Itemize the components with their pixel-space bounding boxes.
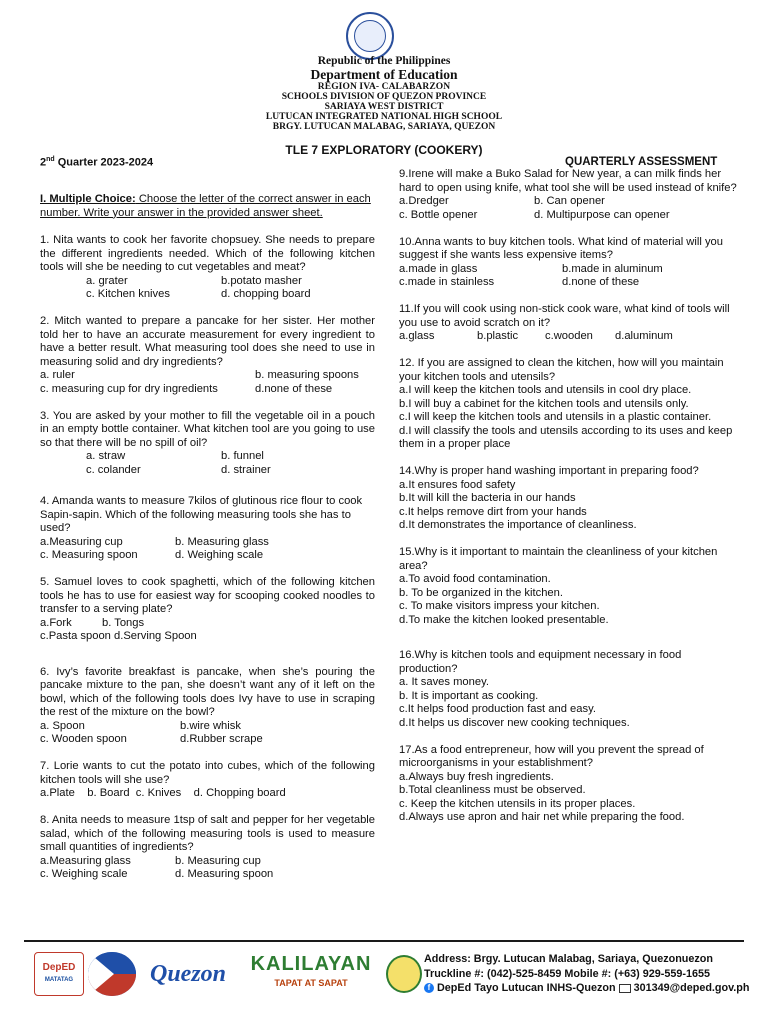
right-column <box>399 168 739 838</box>
deped-quezon-logo: Quezon <box>149 960 227 987</box>
header-address: BRGY. LUTUCAN MALABAG, SARIAYA, QUEZON <box>272 122 496 132</box>
question-7: 7. Lorie wants to cut the potato into cubes, which of the following kitchen tools will she use? a.Plate b. Board c. Knives d. Chopping board <box>40 760 375 799</box>
left-column <box>40 193 375 895</box>
quarter-label: 2nd Quarter 2023-2024 <box>40 156 154 169</box>
bagong-pilipinas-logo <box>88 952 136 996</box>
header-republic: Republic of the Philippines <box>317 55 451 67</box>
deped-matatag-logo: DepED MATATAG <box>34 952 84 996</box>
footer-trunkline: Truckline #: (042)-525-8459 Mobile #: (+63) 929-559-1655 <box>424 967 710 980</box>
header-department: Department of Education <box>310 67 458 82</box>
header-district: SARIAYA WEST DISTRICT <box>324 102 444 112</box>
question-15: 15.Why is it important to maintain the cleanliness of your kitchen area? a.To avoid food contamination. b. To be organized in the kitchen. c. To make visitors impress your kitchen. d.To make the kitchen looked presentable. <box>399 546 718 626</box>
footer-contact <box>424 952 750 996</box>
assessment-label: QUARTERLY ASSESSMENT <box>565 156 718 168</box>
deped-seal-logo <box>346 12 394 60</box>
footer-facebook[interactable]: DepEd Tayo Lutucan INHS-Quezon <box>437 982 616 994</box>
school-seal-logo <box>386 955 422 993</box>
footer-divider <box>24 940 744 942</box>
footer-social <box>424 981 750 996</box>
question-9: 9.Irene will make a Buko Salad for New year, a can milk finds her hard to open using knife, what tool she will be used instead of knife? a.Dredger b. Can opener c. Bottle opener d. Multipurpose can opener <box>399 168 737 221</box>
question-12: 12. If you are assigned to clean the kitchen, how will you maintain your kitchen tools and utensils? a.I will keep the kitchen tools and utensils in cool dry place. b.I will buy a cabinet for the kitchen tools and utensils only. c.I will keep the kitchen tools and utensils in a plastic container. d.I will classify the tools and utensils according to its uses and keep them in a proper place <box>399 357 733 450</box>
mail-icon <box>619 984 631 993</box>
question-6: 6. Ivy’s favorite breakfast is pancake, when she’s pouring the pancake mixture to the pan, she doesn’t want any of it left on the bowl, which of the following tools does Ivy have to use in scraping the rest of the mixture on the bowl? a. Spoon b.wire whisk c. Wooden spoon d.Rubber scrape <box>40 665 375 745</box>
header-school: LUTUCAN INTEGRATED NATIONAL HIGH SCHOOL <box>265 112 503 122</box>
header-region: REGION IVA- CALABARZON <box>317 82 451 92</box>
question-10: 10.Anna wants to buy kitchen tools. What kind of material will you suggest if she wants less expensive items? a.made in glass b.made in aluminum c.made in stainless d.none of these <box>399 235 723 288</box>
subject-title: TLE 7 EXPLORATORY (COOKERY) <box>285 143 483 157</box>
question-1: 1. Nita wants to cook her favorite chopsuey. She needs to prepare the different ingredients needed. Which of the following kitchen tools will she be needing to cut vegetables and meat? a. grater b.potato masher c. Kitchen knives d. chopping board <box>40 234 375 300</box>
instructions: I. Multiple Choice: Choose the letter of the correct answer in each number. Write your answer in the provided answer sheet. <box>40 193 371 219</box>
question-14: 14.Why is proper hand washing important in preparing food? a.It ensures food safety b.It will kill the bacteria in our hands c.It helps remove dirt from your hands d.It demonstrates the importance of cleanliness. <box>399 465 699 531</box>
question-11: 11.If you will cook using non-stick cook ware, what kind of tools will you use to avoid scratch on it? a.glass b.plastic c.wooden d.aluminum <box>399 303 730 342</box>
question-3: 3. You are asked by your mother to fill the vegetable oil in a pouch in an empty bottle container. What kitchen tool are you going to use so that there will be no spill of oil? a. straw b. funnel c. colander d. strainer <box>40 409 375 476</box>
facebook-icon: f <box>424 983 434 993</box>
question-2: 2. Mitch wanted to prepare a pancake for her sister. Her mother told her to have an accurate measurement for every ingredient to have a better result. What measuring tool does she need to use in measuring solid and dry ingredients? a. ruler b. measuring spoons c. measuring cup for dry ingredients d.none of these <box>40 315 375 395</box>
footer-address: Address: Brgy. Lutucan Malabag, Sariaya, Quezonuezon <box>424 953 713 965</box>
kalilayan-logo: KALILAYAN TAPAT AT SAPAT <box>250 953 372 988</box>
question-5: 5. Samuel loves to cook spaghetti, which of the following kitchen tools he has to use for easiest way for scooping cooked noodles to transfer to a serving plate? a.Fork b. Tongs c.Pasta spoon d.Serving Spoon <box>40 576 375 642</box>
question-16: 16.Why is kitchen tools and equipment necessary in food production? a. It saves money. b. It is important as cooking. c.It helps food production fast and easy. d.It helps us discover new cooking techniques. <box>399 649 682 729</box>
footer-email[interactable]: 301349@deped.gov.ph <box>633 982 750 994</box>
question-4: 4. Amanda wants to measure 7kilos of glutinous rice flour to cook Sapin-sapin. Which of the following measuring tools she has to used? a.Measuring cup b. Measuring glass c. Measuring spoon d. Weighing scale <box>40 495 363 561</box>
header-division: SCHOOLS DIVISION OF QUEZON PROVINCE <box>281 92 487 102</box>
question-17: 17.As a food entrepreneur, how will you prevent the spread of microorganisms in your establishment? a.Always buy fresh ingredients. b.Total cleanliness must be observed. c. Keep the kitchen utensils in its proper places. d.Always use apron and hair net while preparing the food. <box>399 743 704 823</box>
question-8: 8. Anita needs to measure 1tsp of salt and pepper for her vegetable salad, which of the following measuring tools is used to measure small quantities of ingredients? a.Measuring glass b. Measuring cup c. Weighing scale d. Measuring spoon <box>40 814 375 880</box>
